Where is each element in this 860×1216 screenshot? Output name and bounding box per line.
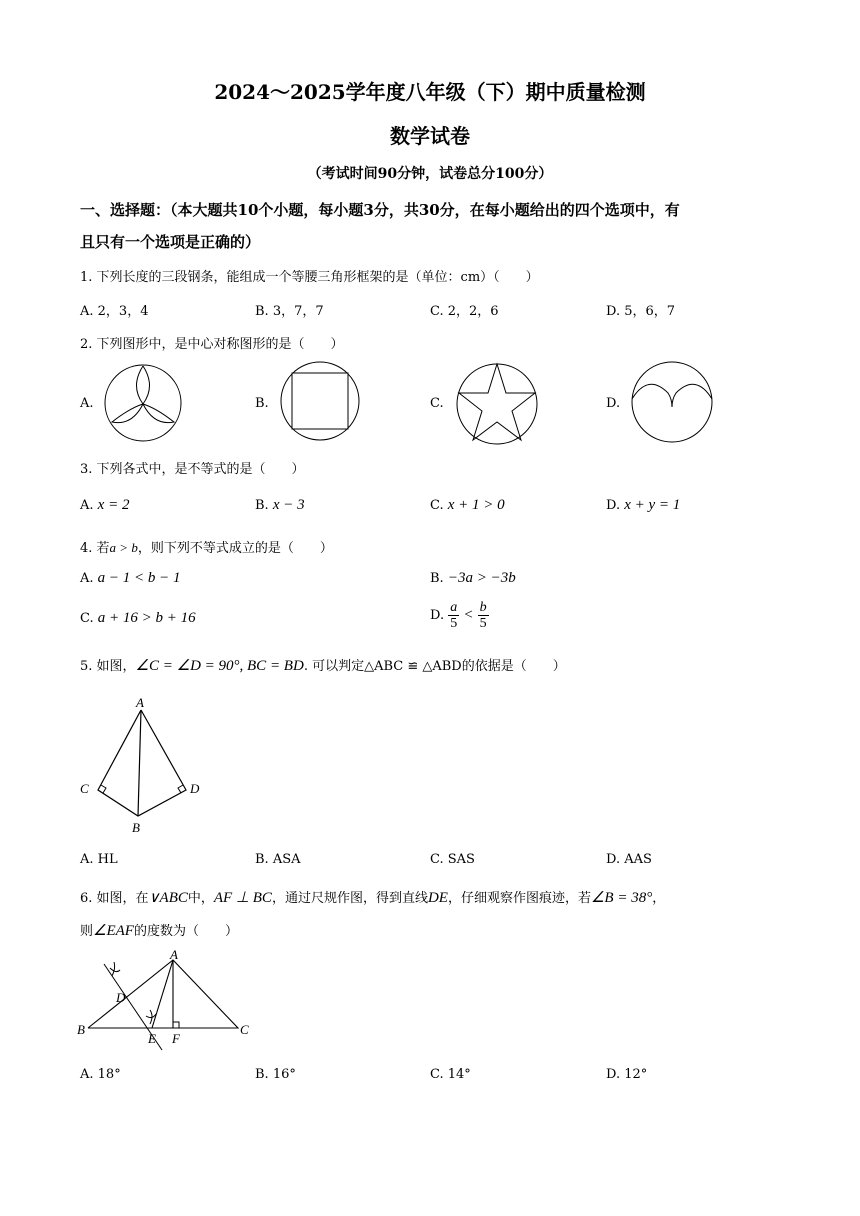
option-letter: D. [606,498,621,513]
stem-text: 则 [80,924,94,939]
question-5-option-d: D. AAS [606,852,652,867]
math-expression: a > b [109,540,138,555]
question-6-option-d: D. 12° [606,1067,648,1082]
option-letter: D. [430,608,445,623]
stem-text: ， [652,891,666,906]
question-3-option-d [606,497,680,514]
question-6-stem-line2 [80,920,238,940]
fraction-b-over-5 [478,600,489,631]
math-expression: ∨ABC [148,890,188,906]
figure-2c-star-in-circle [453,362,541,444]
question-4-stem [80,537,333,556]
figure-6-triangle-construction [76,947,260,1056]
math-expression: ∠EAF [93,923,134,939]
option-letter: B. [430,571,444,586]
question-3-stem: 3. 下列各式中，是不等式的是（ ） [80,462,305,477]
question-5-option-b: B. ASA [255,852,301,867]
label-e: E [148,1031,156,1046]
question-1-option-c: C. 2，2，6 [430,304,499,319]
stem-text: 6. 如图，在 [80,891,149,906]
math-expression: DE [427,890,448,906]
label-d: D [190,781,200,796]
label-c: C [80,781,89,796]
figure-2b-square-in-circle [280,361,360,441]
math-expression: a + 16 > b + 16 [97,610,196,626]
label-b: B [132,820,140,835]
figure-2a-trefoil [104,364,182,442]
stem-text: 的度数为（ ） [133,924,238,939]
question-3-option-b [255,497,305,514]
stem-text: . 可以判定△ABC ≌ △ABD的依据是（ ） [303,659,566,674]
question-2-option-b: B. [255,396,269,411]
question-1-option-a: A. 2，3，4 [80,304,149,319]
math-expression: ∠B = 38° [590,890,653,906]
stem-text: 4. 若 [80,541,110,556]
question-6-option-a: A. 18° [80,1067,121,1082]
question-6-stem-line1 [80,887,665,907]
math-expression: AF ⊥ BC [213,890,272,906]
fraction-numerator: b [479,600,487,615]
question-1-stem: 1. 下列长度的三段钢条，能组成一个等腰三角形框架的是（单位：cm）（ ） [80,270,539,285]
fraction-numerator: a [450,600,458,615]
figure-2d-heart-in-circle [628,361,716,443]
section-heading-line1: 一、选择题：（本大题共10个小题，每小题3分，共30分，在每小题给出的四个选项中，有 [80,201,680,219]
label-a: A [136,695,144,710]
math-expression: ∠C = ∠D = 90°, BC = BD [135,658,304,674]
math-expression: a − 1 < b − 1 [97,570,181,586]
question-2-option-c: C. [430,396,444,411]
question-2-option-a: A. [80,396,94,411]
math-operator: < [463,607,474,623]
math-expression: x = 2 [97,497,130,513]
question-5-option-c: C. SAS [430,852,475,867]
exam-title: 2024～2025学年度八年级（下）期中质量检测 [214,80,646,104]
question-4-option-d [430,600,489,631]
exam-subject: 数学试卷 [390,124,470,148]
label-b: B [77,1022,85,1037]
label-f: F [172,1031,180,1046]
label-c: C [240,1022,249,1037]
option-letter: B. [255,498,269,513]
figure-5-kite [78,694,208,838]
exam-info: （考试时间90分钟，试卷总分100分） [307,166,553,182]
question-6-option-c: C. 14° [430,1067,471,1082]
question-1-option-d: D. 5，6，7 [606,304,676,319]
question-3-option-a [80,497,129,514]
option-letter: C. [80,611,94,626]
question-4-option-c [80,610,196,627]
label-a: A [170,947,178,962]
stem-text: ，则下列不等式成立的是（ ） [137,541,333,556]
stem-text: 中， [187,891,214,906]
stem-text: 5. 如图， [80,659,136,674]
fraction-denominator: 5 [450,616,458,631]
question-4-option-a [80,570,181,587]
question-6-option-b: B. 16° [255,1067,296,1082]
option-letter: A. [80,571,94,586]
math-expression: x − 3 [272,497,305,513]
fraction-a-over-5 [448,600,459,631]
label-d: D [116,990,126,1005]
question-5-stem [80,655,566,675]
section-heading-line2: 且只有一个选项是正确的） [80,233,261,251]
question-2-option-d: D. [606,396,621,411]
stem-text: ，仔细观察作图痕迹，若 [447,891,591,906]
question-3-option-c [430,497,505,514]
question-5-option-a: A. HL [80,852,118,867]
question-2-stem: 2. 下列图形中，是中心对称图形的是（ ） [80,337,344,352]
stem-text: ，通过尺规作图，得到直线 [271,891,428,906]
question-1-option-b: B. 3，7，7 [255,304,324,319]
option-letter: C. [430,498,444,513]
fraction-denominator: 5 [479,616,487,631]
math-expression: x + 1 > 0 [447,497,505,513]
math-expression: −3a > −3b [447,570,516,586]
math-expression: x + y = 1 [624,497,681,513]
question-4-option-b [430,570,516,587]
option-letter: A. [80,498,94,513]
